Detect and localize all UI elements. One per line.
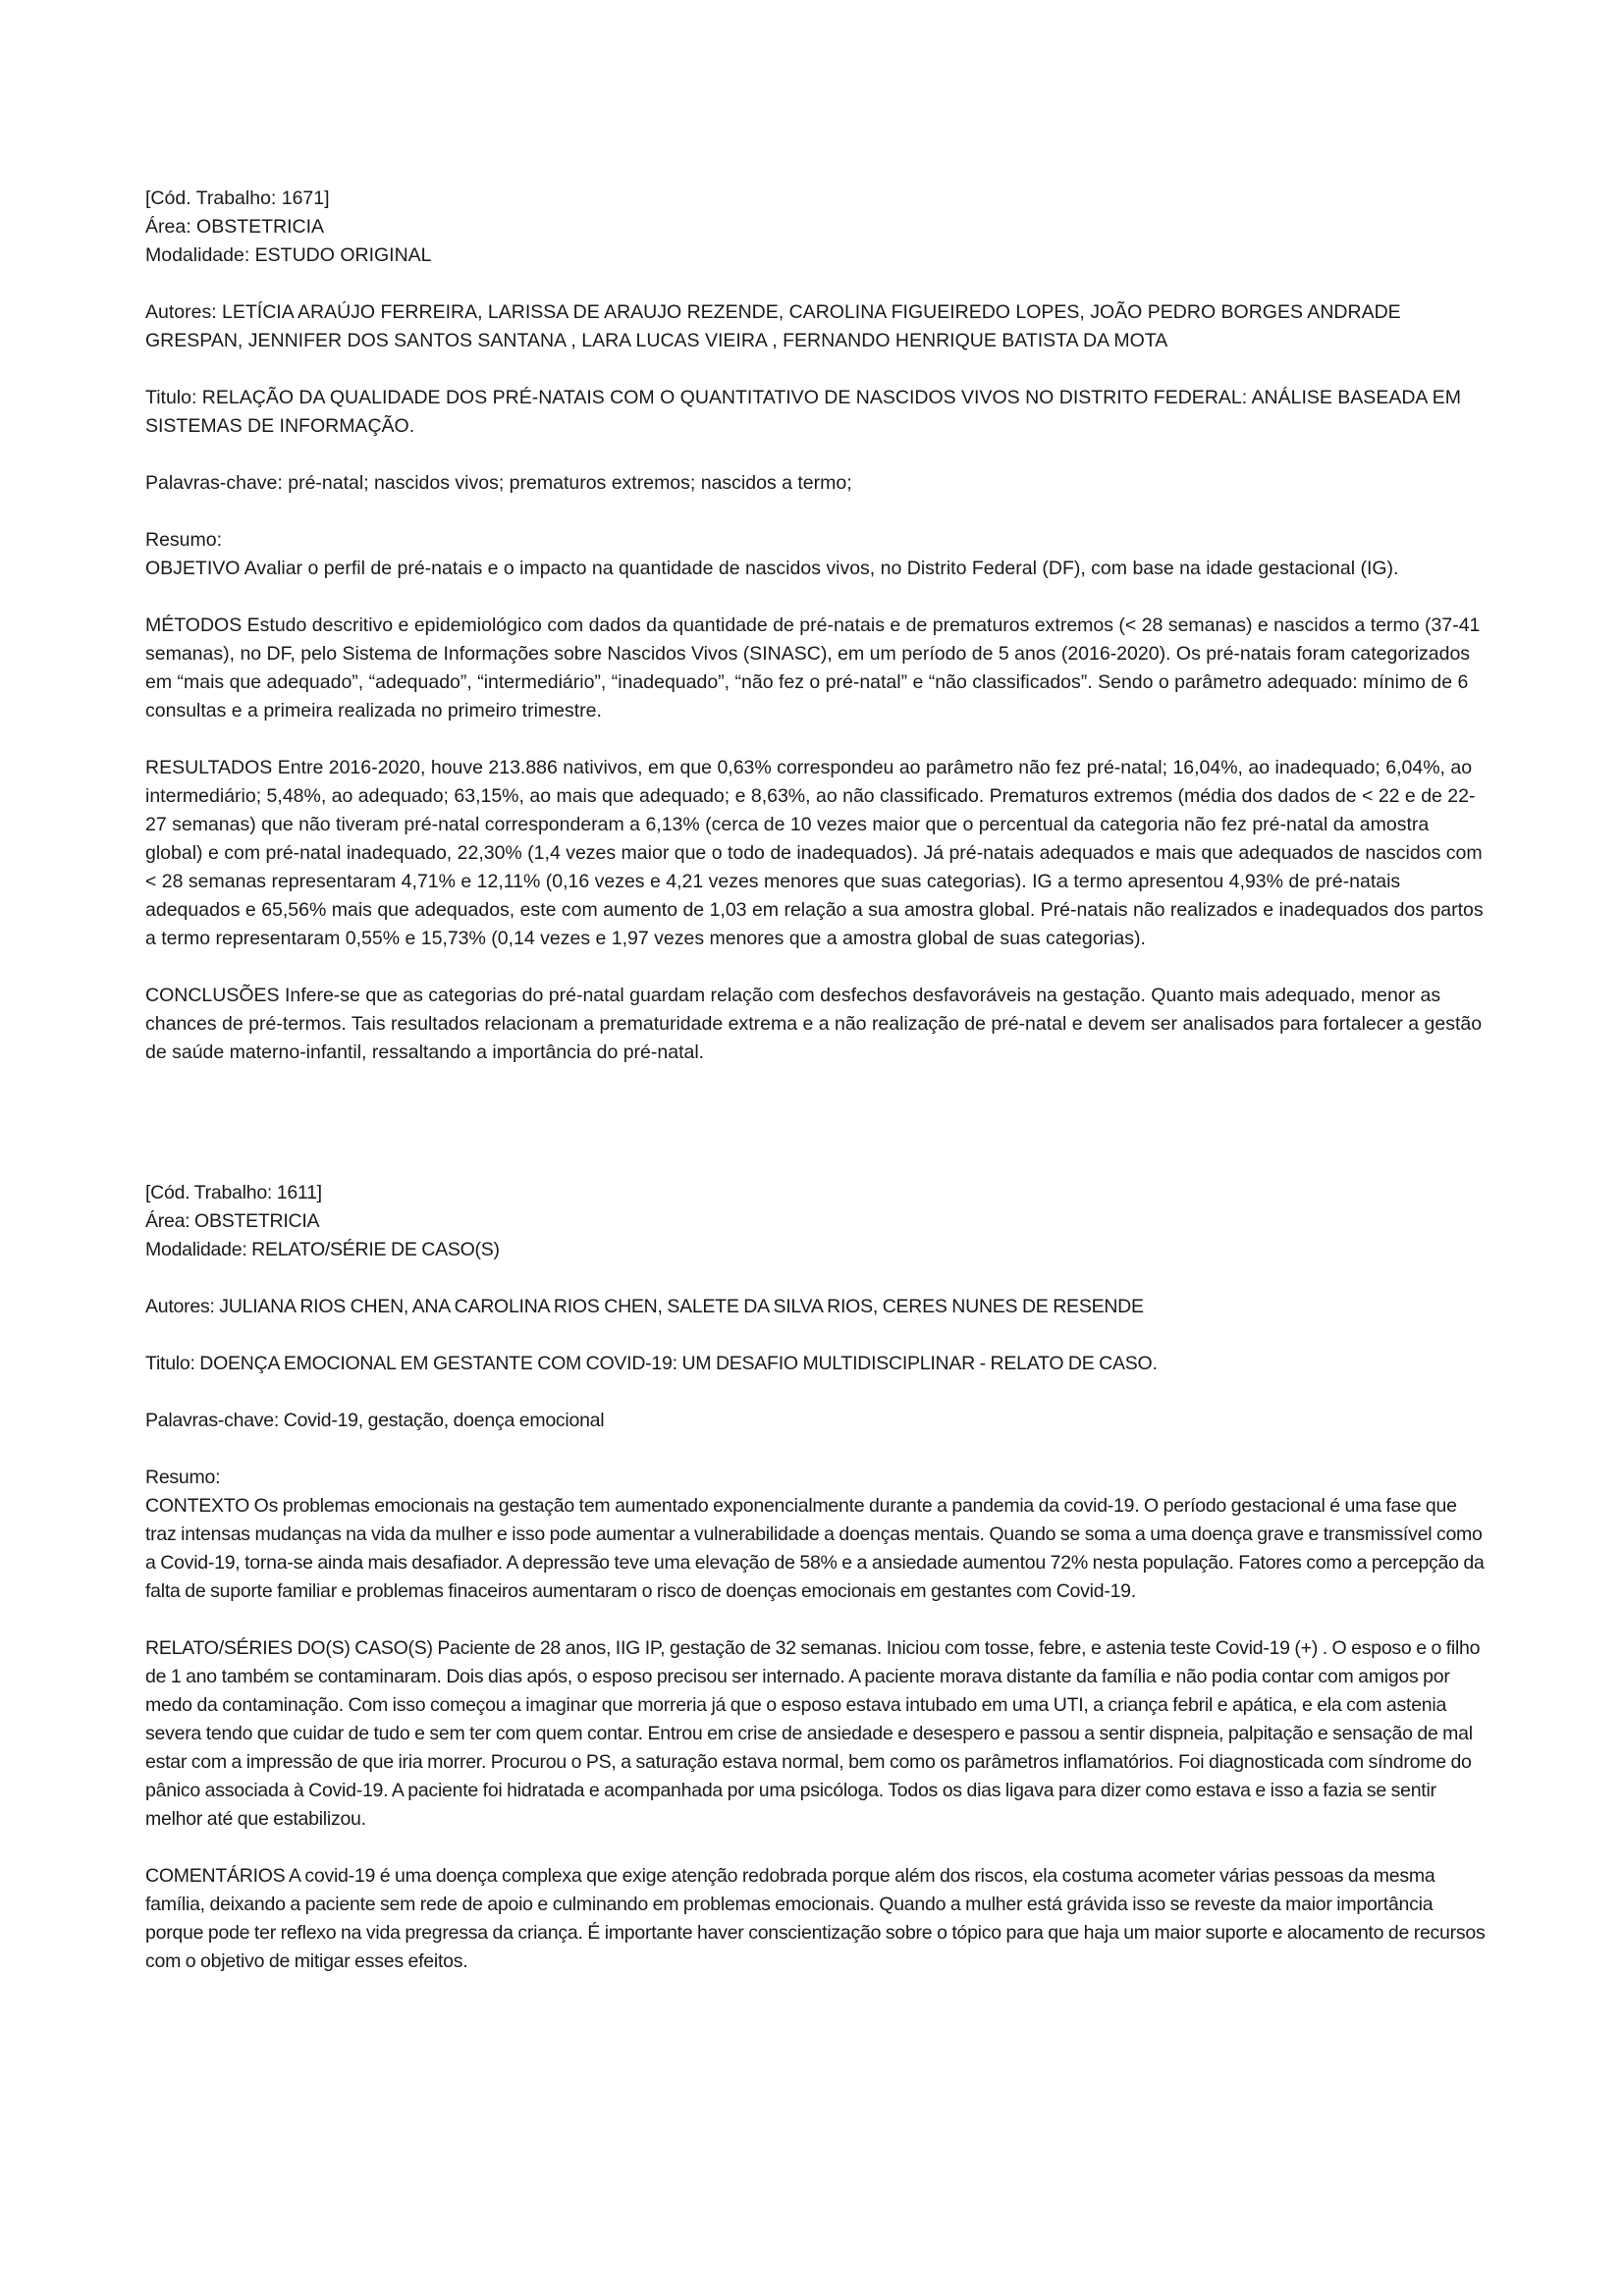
title: Titulo: DOENÇA EMOCIONAL EM GESTANTE COM COVID-19: UM DESAFIO MULTIDISCIPLINAR - RELATO DE CASO. (145, 1353, 1158, 1374)
section-objetivo: OBJETIVO Avaliar o perfil de pré-natais e o impacto na quantidade de nascidos vivos, no Distrito Federal (DF), com base na idade gestacional (IG). (145, 558, 1399, 579)
modality: Modalidade: RELATO/SÉRIE DE CASO(S) (145, 1239, 500, 1260)
abstract-entry-1671 (145, 185, 1490, 1067)
work-code: [Cód. Trabalho: 1671] (145, 187, 330, 209)
section-metodos: MÉTODOS Estudo descritivo e epidemiológico com dados da quantidade de pré-natais e de prematuros extremos (< 28 semanas) e nascidos a termo (37-41 semanas), no DF, pelo Sistema de Informações sobre Nascidos Vivos (SINASC), em um período de 5 anos (2016-2020). Os pré-natais foram categorizados em “mais que adequado”, “adequado”, “intermediário”, “inadequado”, “não fez o pré-natal” e “não classificados”. Sendo o parâmetro adequado: mínimo de 6 consultas e a primeira realizada no primeiro trimestre. (145, 614, 1481, 721)
authors: Autores: LETÍCIA ARAÚJO FERREIRA, LARISSA DE ARAUJO REZENDE, CAROLINA FIGUEIREDO LOPES, JOÃO PEDRO BORGES ANDRADE GRESPAN, JENNIFER DOS SANTOS SANTANA , LARA LUCAS VIEIRA , FERNANDO HENRIQUE BATISTA DA MOTA (145, 301, 1401, 351)
section-relato: RELATO/SÉRIES DO(S) CASO(S) Paciente de 28 anos, IIG IP, gestação de 32 semanas. Iniciou com tosse, febre, e astenia teste Covid-19 (+) . O esposo e o filho de 1 ano também se contaminaram. Dois dias após, o esposo precisou ser internado. A paciente morava distante da família e não podia contar com amigos por medo da contaminação. Com isso começou a imaginar que morreria já que o esposo estava intubado em uma UTI, a criança febril e apática, e ela com astenia severa tendo que cuidar de tudo e sem ter com quem contar. Entrou em crise de ansiedade e desespero e passou a sentir dispneia, palpitação e sensação de mal estar com a impressão de que iria morrer. Procurou o PS, a saturação estava normal, bem como os parâmetros inflamatórios. Foi diagnosticada com síndrome do pânico associada à Covid-19. A paciente foi hidratada e acompanhada por uma psicóloga. Todos os dias ligava para dizer como estava e isso a fazia se sentir melhor até que estabilizou. (145, 1637, 1481, 1830)
authors: Autores: JULIANA RIOS CHEN, ANA CAROLINA RIOS CHEN, SALETE DA SILVA RIOS, CERES NUNES DE RESENDE (145, 1296, 1144, 1317)
area: Área: OBSTETRICIA (145, 216, 325, 238)
section-conclusoes: CONCLUSÕES Infere-se que as categorias do pré-natal guardam relação com desfechos desfavoráveis na gestação. Quanto mais adequado, menor as chances de pré-termos. Tais resultados relacionam a prematuridade extrema e a não realização de pré-natal e devem ser analisados para fortalecer a gestão de saúde materno-infantil, ressaltando a importância do pré-natal. (145, 985, 1483, 1063)
abstract-entry-1611 (145, 1179, 1490, 1976)
summary-label: Resumo: (145, 1467, 221, 1488)
title: Titulo: RELAÇÃO DA QUALIDADE DOS PRÉ-NATAIS COM O QUANTITATIVO DE NASCIDOS VIVOS NO DISTRITO FEDERAL: ANÁLISE BASEADA EM SISTEMAS DE INFORMAÇÃO. (145, 387, 1462, 437)
summary-label: Resumo: (145, 529, 223, 551)
area: Área: OBSTETRICIA (145, 1210, 320, 1232)
modality: Modalidade: ESTUDO ORIGINAL (145, 244, 432, 266)
section-resultados: RESULTADOS Entre 2016-2020, houve 213.886 nativivos, em que 0,63% correspondeu ao parâmetro não fez pré-natal; 16,04%, ao inadequado; 6,04%, ao intermediário; 5,48%, ao adequado; 63,15%, ao mais que adequado; e 8,63%, ao não classificado. Prematuros extremos (média dos dados de < 22 e de 22-27 semanas) que não tiveram pré-natal corresponderam a 6,13% (cerca de 10 vezes maior que o percentual da categoria não fez pré-natal da amostra global) e com pré-natal inadequado, 22,30% (1,4 vezes maior que o todo de inadequados). Já pré-natais adequados e mais que adequados de nascidos com < 28 semanas representaram 4,71% e 12,11% (0,16 vezes e 4,21 vezes menores que suas categorias). IG a termo apresentou 4,93% de pré-natais adequados e 65,56% mais que adequados, este com aumento de 1,03 em relação a sua amostra global. Pré-natais não realizados e inadequados dos partos a termo representaram 0,55% e 15,73% (0,14 vezes e 1,97 vezes menores que a amostra global de suas categorias). (145, 757, 1484, 949)
section-comentarios: COMENTÁRIOS A covid-19 é uma doença complexa que exige atenção redobrada porque além dos riscos, ela costuma acometer várias pessoas da mesma família, deixando a paciente sem rede de apoio e culminando em problemas emocionais. Quando a mulher está grávida isso se reveste da maior importância porque pode ter reflexo na vida pregressa da criança. É importante haver conscientização sobre o tópico para que haja um maior suporte e alocamento de recursos com o objetivo de mitigar esses efeitos. (145, 1865, 1486, 1972)
keywords: Palavras-chave: Covid-19, gestação, doença emocional (145, 1410, 605, 1431)
section-contexto: CONTEXTO Os problemas emocionais na gestação tem aumentado exponencialmente durante a pandemia da covid-19. O período gestacional é uma fase que traz intensas mudanças na vida da mulher e isso pode aumentar a vulnerabilidade a doenças mentais. Quando se soma a uma doença grave e transmissível como a Covid-19, torna-se ainda mais desafiador. A depressão teve uma elevação de 58% e a ansiedade aumentou 72% nesta população. Fatores como a percepção da falta de suporte familiar e problemas finaceiros aumentaram o risco de doenças emocionais em gestantes com Covid-19. (145, 1495, 1485, 1602)
work-code: [Cód. Trabalho: 1611] (145, 1182, 322, 1203)
keywords: Palavras-chave: pré-natal; nascidos vivos; prematuros extremos; nascidos a termo; (145, 472, 852, 494)
